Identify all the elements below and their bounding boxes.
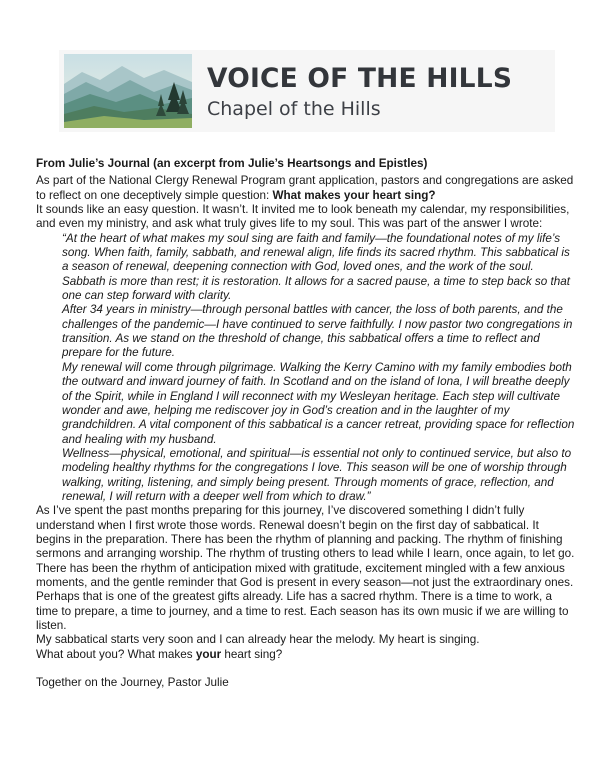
paragraph-6 — [36, 648, 576, 662]
quote-paragraph-4: Wellness—physical, emotional, and spiritual—is essential not only to continued service, but also to modeling healthy rhythms for the congregations I love. This season will be one of worship through walking, writing, listening, and simply being present. Through moments of grace, reflection, and renewal, I will return with a deeper well from which to draw.” — [62, 446, 572, 503]
question-end: heart sing? — [221, 647, 283, 661]
quote-paragraph-2: After 34 years in ministry—through personal battles with cancer, the loss of both parents, and the challenges of the pandemic—I have continued to serve faithfully. I now pastor two congregations in transition. As we stand on the threshold of change, this sabbatical offers a time to reflect and prepare for the future. — [62, 303, 573, 360]
signoff: Together on the Journey, Pastor Julie — [36, 676, 229, 690]
intro-text: As part of the National Clergy Renewal Program grant application, pastors and congregations are asked to reflect on one deceptively simple question: — [36, 174, 574, 202]
church-name: Chapel of the Hills — [207, 98, 381, 120]
masthead-banner — [59, 50, 555, 132]
paragraph-4: Perhaps that is one of the greatest gifts already. Life has a sacred rhythm. There is a time to work, a time to prepare, a time to journey, and a time to rest. Each season has its own music if we are willing to listen. — [36, 590, 569, 632]
article-body — [36, 157, 576, 690]
quote-paragraph-1: “At the heart of what makes my soul sing are faith and family—the foundational notes of my life’s song. When faith, family, sabbath, and renewal align, life finds its sacred rhythm. This sabbatical is a season of renewal, deepening connection with God, loved ones, and the work of the soul. Sabbath is more than rest; it is restoration. It allows for a sacred pause, a time to step back so that one can step forward with clarity. — [62, 231, 571, 303]
quote-paragraph-3: My renewal will come through pilgrimage. Walking the Kerry Camino with my family embodies both the outward and inward journey of faith. In Scotland and on the island of Iona, I will breathe deeply of the Spirit, while in England I will reconnect with my Wesleyan heritage. Each step will cultivate wonder and awe, helping me rediscover joy in God’s creation and in the laughter of my grandchildren. A vital component of this sabbatical is a cancer retreat, providing space for reflection and healing with my husband. — [62, 360, 575, 446]
mountain-landscape-icon — [64, 54, 192, 128]
key-question: What makes your heart sing? — [272, 188, 436, 202]
paragraph-5: My sabbatical starts very soon and I can already hear the melody. My heart is singing. — [36, 633, 480, 647]
article-heading: From Julie’s Journal (an excerpt from Julie’s Heartsongs and Epistles) — [36, 157, 428, 170]
paragraph-3: As I’ve spent the past months preparing for this journey, I’ve discovered something I didn’t fully understand when I first wrote those words. Renewal doesn’t begin on the first day of sabbatical. It begins in the preparation. There has been the rhythm of planning and packing. The rhythm of finishing sermons and arranging worship. The rhythm of trusting others to lead while I learn, once again, to let go. There has been the rhythm of anticipation mixed with gratitude, excitement mingled with a few anxious moments, and the gentle reminder that God is present in every season—not just the extraordinary ones. — [36, 504, 575, 589]
spacer — [36, 662, 576, 676]
emphasis-your: your — [195, 647, 222, 661]
intro-paragraph — [36, 174, 576, 203]
newsletter-title: VOICE OF THE HILLS — [207, 63, 513, 94]
question-text: What about you? What makes — [36, 647, 196, 661]
paragraph-2: It sounds like an easy question. It wasn’t. It invited me to look beneath my calendar, my responsibilities, and even my ministry, and ask what truly gives life to my soul. This was part of the answer I wrote: — [36, 203, 570, 231]
